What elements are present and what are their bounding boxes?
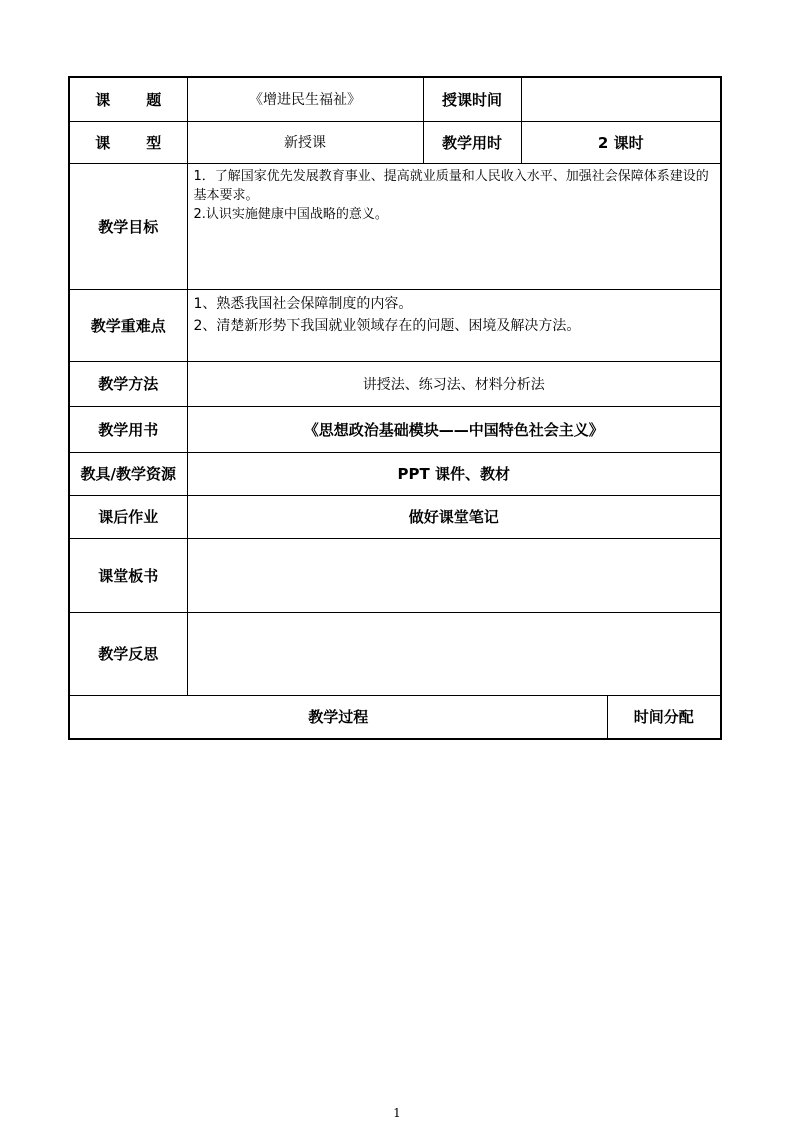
row-book	[69, 406, 721, 452]
resources-label: 教具/教学资源	[69, 452, 187, 495]
row-homework	[69, 495, 721, 538]
homework-value: 做好课堂笔记	[187, 495, 721, 538]
lesson-plan-table	[68, 76, 722, 740]
page-number: 1	[393, 1106, 401, 1120]
board-value	[187, 538, 721, 612]
method-value: 讲授法、练习法、材料分析法	[187, 361, 721, 406]
class-time-value	[521, 77, 721, 121]
objective-line-2: 2.认识实施健康中国战略的意义。	[193, 206, 388, 222]
row-board	[69, 538, 721, 612]
reflection-value	[187, 612, 721, 695]
topic-value: 《增进民生福祉》	[187, 77, 423, 121]
key-points-label: 教学重难点	[69, 289, 187, 361]
method-label: 教学方法	[69, 361, 187, 406]
objective-line-1: 1．了解国家优先发展教育事业、提高就业质量和人民收入水平、加强社会保障体系建设的基本要求。	[193, 168, 709, 203]
topic-label-char-1: 课	[95, 90, 111, 109]
row-resources	[69, 452, 721, 495]
row-process	[69, 695, 721, 739]
objectives-content	[187, 163, 721, 289]
lesson-type-value: 新授课	[187, 121, 423, 163]
row-key-points	[69, 289, 721, 361]
time-allocation-label: 时间分配	[607, 695, 721, 739]
topic-label	[69, 77, 187, 121]
row-lesson-type	[69, 121, 721, 163]
key-points-content	[187, 289, 721, 361]
lesson-type-label-char-2: 型	[146, 133, 162, 152]
lesson-type-label-char-1: 课	[95, 133, 111, 152]
row-method	[69, 361, 721, 406]
teaching-hours-value: 2 课时	[521, 121, 721, 163]
key-point-line-1: 1、熟悉我国社会保障制度的内容。	[193, 295, 413, 312]
process-label: 教学过程	[69, 695, 607, 739]
board-label: 课堂板书	[69, 538, 187, 612]
book-label: 教学用书	[69, 406, 187, 452]
row-objectives	[69, 163, 721, 289]
row-reflection	[69, 612, 721, 695]
homework-label: 课后作业	[69, 495, 187, 538]
lesson-type-label	[69, 121, 187, 163]
resources-value: PPT 课件、教材	[187, 452, 721, 495]
key-point-line-2: 2、清楚新形势下我国就业领域存在的问题、困境及解决方法。	[193, 317, 581, 334]
row-topic	[69, 77, 721, 121]
objectives-label: 教学目标	[69, 163, 187, 289]
book-value: 《思想政治基础模块——中国特色社会主义》	[187, 406, 721, 452]
teaching-hours-label: 教学用时	[423, 121, 521, 163]
class-time-label: 授课时间	[423, 77, 521, 121]
reflection-label: 教学反思	[69, 612, 187, 695]
topic-label-char-2: 题	[146, 90, 162, 109]
